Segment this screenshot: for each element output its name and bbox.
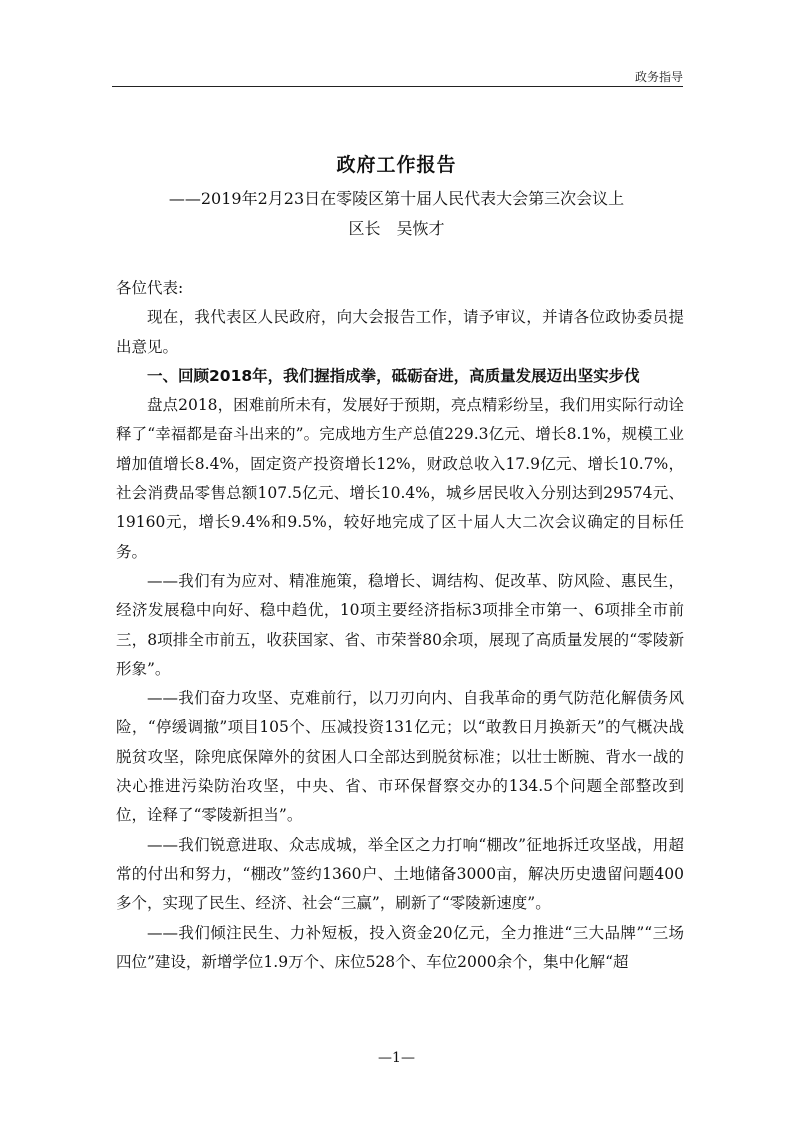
intro-paragraph: 现在，我代表区人民政府，向大会报告工作，请予审议，并请各位政协委员提出意见。: [116, 308, 684, 356]
speaker-line: 区长 吴恢才: [348, 219, 445, 238]
document-body: [116, 274, 684, 977]
page-number: —1—: [378, 1050, 415, 1066]
running-header-label: 政务指导: [634, 70, 683, 84]
paragraph: ——我们倾注民生、力补短板，投入资金20亿元，全力推进“三大品牌”“三场四位”建设，新增学位1.9万个、床位528个、车位2000余个，集中化解“超: [116, 923, 684, 971]
section-heading: 一、回顾2018年，我们握指成拳，砥砺奋进，高质量发展迈出坚实步伐: [147, 366, 640, 385]
paragraph: ——我们有为应对、精准施策，稳增长、调结构、促改革、防风险、惠民生，经济发展稳中向好、稳中趋优，10项主要经济指标3项排全市第一、6项排全市前三，8项排全市前五，收获国家、省、市荣誉80余项，展现了高质量发展的“零陵新形象”。: [116, 571, 684, 678]
document-subtitle: ——2019年2月23日在零陵区第十届人民代表大会第三次会议上: [168, 189, 625, 208]
salutation: 各位代表:: [116, 279, 184, 297]
document-title: 政府工作报告: [336, 154, 457, 176]
paragraph: ——我们奋力攻坚、克难前行，以刀刃向内、自我革命的勇气防范化解债务风险，“停缓调撤”项目105个、压减投资131亿元；以“敢教日月换新天”的气概决战脱贫攻坚，除兜底保障外的贫困人口全部达到脱贫标准；以壮士断腕、背水一战的决心推进污染防治攻坚，中央、省、市环保督察交办的134.5个问题全部整改到位，诠释了“零陵新担当”。: [116, 689, 684, 825]
paragraph: ——我们锐意进取、众志成城，举全区之力打响“棚改”征地拆迁攻坚战，用超常的付出和努力，“棚改”签约1360户、土地储备3000亩，解决历史遗留问题400多个，实现了民生、经济、社会“三赢”，刷新了“零陵新速度”。: [116, 835, 684, 913]
paragraph: 盘点2018，困难前所未有，发展好于预期，亮点精彩纷呈，我们用实际行动诠释了“幸福都是奋斗出来的”。完成地方生产总值229.3亿元、增长8.1%，规模工业增加值增长8.4%，固定资产投资增长12%，财政总收入17.9亿元、增长10.7%，社会消费品零售总额107.5亿元、增长10.4%，城乡居民收入分别达到29574元、19160元，增长9.4%和9.5%，较好地完成了区十届人大二次会议确定的目标任务。: [116, 396, 684, 561]
header-rule: [112, 86, 683, 87]
